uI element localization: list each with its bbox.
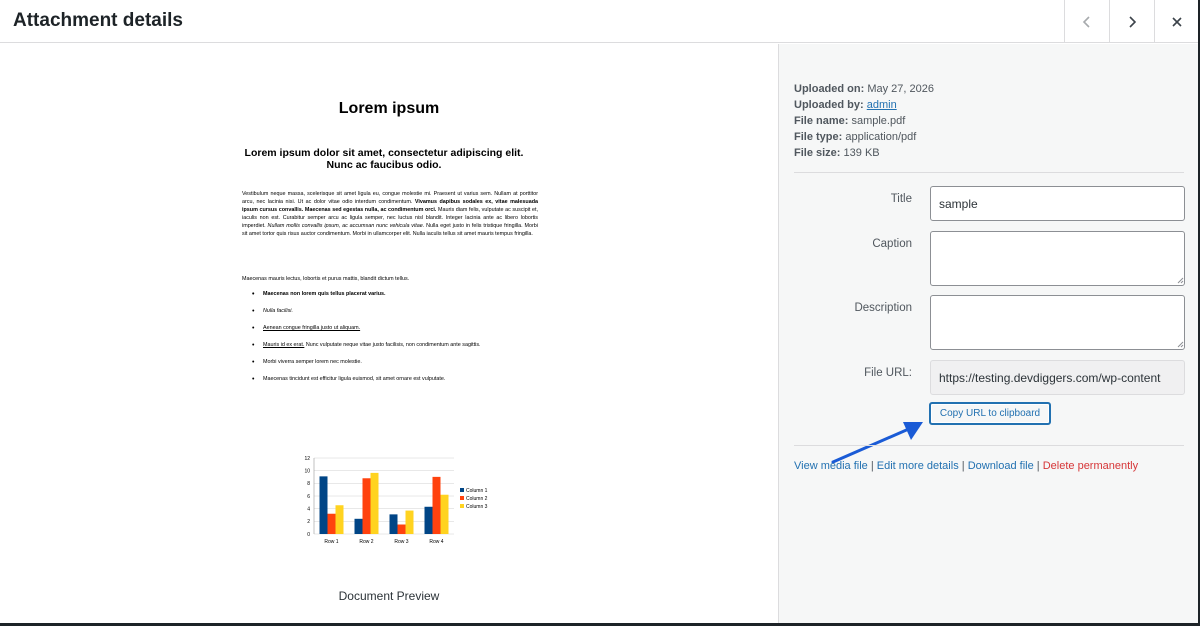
chart-bar (390, 514, 398, 534)
doc-bullet-list (252, 291, 538, 393)
chart-bar (328, 514, 336, 534)
chart-bar (406, 511, 414, 534)
file-type-label: File type: (794, 131, 843, 143)
list-item: • Nulla facilisi. (252, 308, 538, 316)
previous-button[interactable] (1064, 0, 1109, 43)
list-item: • Maecenas tincidunt est efficitur ligula euismod, sit amet ornare est vulputate. (252, 376, 538, 384)
chart-bar (433, 477, 441, 534)
description-label: Description (854, 302, 912, 314)
uploaded-on-label: Uploaded on: (794, 83, 865, 95)
list-item: • Aenean congue fringilla justo ut aliquam. (252, 325, 538, 333)
chart-x-tick-label: Row 4 (429, 539, 444, 545)
file-size-label: File size: (794, 147, 841, 159)
doc-text-bold: Vivamus dapibus sodales ex, vitae malesuada ipsum cursus convallis. Maecenas sed egestas nulla, ac condimentum orci. (242, 199, 538, 213)
uploaded-by-link[interactable]: admin (866, 99, 897, 111)
caption-field[interactable] (930, 231, 1185, 286)
chart-legend-label: Column 1 (466, 488, 488, 494)
attachment-info-sidebar (778, 44, 1198, 623)
doc-text-underline: Mauris id ex erat. (263, 342, 305, 348)
uploaded-by-label: Uploaded by: (794, 99, 864, 111)
uploaded-by-row (794, 97, 934, 113)
file-type-row (794, 129, 934, 145)
doc-text: Vestibulum neque massa, scelerisque sit amet ligula eu, congue molestie mi. Praesent ut varius sem. Nullam at porttitor arcu, nec lacinia nisi. Ut ac dolor vitae odio interdum condimentum. (242, 191, 538, 205)
file-size-row (794, 145, 934, 161)
file-size-value: 139 KB (843, 147, 880, 159)
resize-handle-icon[interactable] (1177, 341, 1184, 348)
caption-label: Caption (872, 238, 912, 250)
download-file-link[interactable]: Download file (967, 460, 1034, 472)
divider (794, 445, 1184, 446)
divider (794, 172, 1184, 173)
chart-x-tick-label: Row 1 (324, 539, 339, 545)
chart-y-tick-label: 10 (304, 468, 310, 475)
chart-x-tick-label: Row 3 (394, 539, 409, 545)
document-preview-label: Document Preview (338, 589, 440, 603)
chart-legend-label: Column 2 (466, 496, 488, 502)
chevron-left-icon (1080, 15, 1094, 29)
file-details (794, 81, 934, 161)
title-field[interactable]: sample (930, 186, 1185, 221)
chart-legend-label: Column 3 (466, 504, 488, 510)
doc-text: Mauris diam felis, vulputate ac suscipit et, iaculis non est. Curabitur semper arcu ac ligula semper, nec luctus nisl blandit. Integer lacinia ante ac libero lobortis imperdiet. (242, 207, 538, 229)
file-url-label: File URL: (864, 367, 912, 379)
separator: | (867, 460, 877, 472)
doc-title: Lorem ipsum (338, 100, 440, 117)
view-media-file-link[interactable]: View media file (794, 460, 868, 472)
chart-y-tick-label: 12 (304, 455, 310, 462)
doc-text-italic: Nullam mollis convallis ipsum, ac accumsan nunc vehicula vitae. (267, 223, 425, 229)
list-item: • Morbi viverra semper lorem nec molestie. (252, 359, 538, 367)
file-name-label: File name: (794, 115, 849, 127)
pdf-thumbnail (240, 100, 539, 382)
delete-permanently-link[interactable]: Delete permanently (1042, 460, 1139, 472)
separator: | (1033, 460, 1043, 472)
resize-handle-icon[interactable] (1177, 277, 1184, 284)
chart-y-tick-label: 0 (307, 531, 310, 538)
chart-legend-swatch (460, 496, 464, 500)
close-icon (1171, 16, 1183, 28)
chart-bar (320, 476, 328, 534)
description-field[interactable] (930, 295, 1185, 350)
edit-more-details-link[interactable]: Edit more details (876, 460, 959, 472)
doc-paragraph-2: Maecenas mauris lectus, lobortis et purus mattis, blandit dictum tellus. (242, 276, 410, 282)
chart-bar (336, 505, 344, 534)
close-button[interactable] (1154, 0, 1199, 43)
chart-bar (441, 495, 449, 534)
uploaded-on-value: May 27, 2026 (867, 83, 934, 95)
file-url-field[interactable]: https://testing.devdiggers.com/wp-content (930, 360, 1185, 395)
file-name-row (794, 113, 934, 129)
doc-text: Nulla eget justo in felis tristique fringilla. Morbi sit amet tortor quis risus auctor condimentum. Morbi in ullamcorper elit. Nulla iaculis tellus sit amet mauris tempus fringilla. (242, 223, 539, 237)
chevron-right-icon (1125, 15, 1139, 29)
doc-bar-chart (296, 452, 496, 556)
chart-y-tick-label: 6 (307, 493, 310, 500)
chart-legend-swatch (460, 488, 464, 492)
chart-y-tick-label: 2 (307, 519, 310, 526)
chart-bar (425, 507, 433, 534)
next-button[interactable] (1109, 0, 1154, 43)
annotation-arrow-icon (829, 414, 929, 466)
doc-subtitle: Lorem ipsum dolor sit amet, consectetur adipiscing elit. Nunc ac faucibus odio. (244, 147, 524, 171)
doc-text: Nunc vulputate neque vitae justo facilisis, non condimentum ante sagittis. (304, 342, 481, 348)
file-type-value: application/pdf (845, 131, 917, 143)
uploaded-on-row (794, 81, 934, 97)
list-item: • Maecenas non lorem quis tellus placerat varius. (252, 291, 538, 299)
list-item (252, 342, 538, 350)
chart-y-tick-label: 4 (307, 506, 310, 513)
copy-url-button[interactable]: Copy URL to clipboard (929, 402, 1051, 425)
chart-y-tick-label: 8 (307, 481, 310, 488)
chart-x-tick-label: Row 2 (359, 539, 374, 545)
separator: | (958, 460, 968, 472)
attachment-actions (794, 460, 1138, 472)
title-label: Title (890, 193, 912, 205)
modal-header (0, 0, 1198, 43)
file-name-value: sample.pdf (851, 115, 906, 127)
document-preview-pane (0, 44, 778, 623)
chart-legend-swatch (460, 504, 464, 508)
chart-bar (371, 473, 379, 534)
chart-bar (398, 525, 406, 535)
chart-bar (363, 478, 371, 534)
modal-title: Attachment details (13, 10, 183, 31)
doc-paragraph (242, 190, 538, 238)
chart-bar (355, 519, 363, 534)
